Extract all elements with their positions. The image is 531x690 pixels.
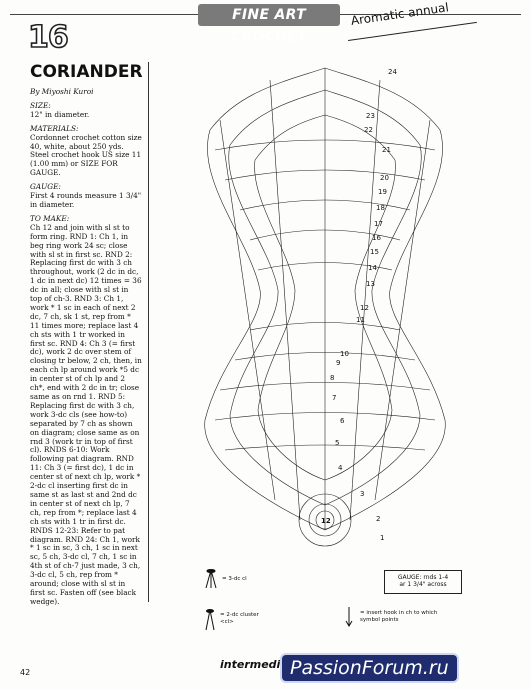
gauge-heading: GAUGE: <box>30 182 61 192</box>
tomake-heading: TO MAKE: <box>30 213 70 223</box>
round-label: 20 <box>380 174 389 182</box>
round-label: 12 <box>360 304 369 312</box>
three-dc-cluster-icon <box>203 568 219 590</box>
size-heading: SIZE: <box>30 100 51 110</box>
round-label: 8 <box>330 374 335 382</box>
gauge-section <box>30 183 142 210</box>
materials-section <box>30 125 142 178</box>
round-label: 23 <box>366 112 375 120</box>
round-label: 3 <box>360 490 365 498</box>
watermark-logo: PassionForum.ru <box>282 655 457 681</box>
center-label: 12 <box>321 517 331 525</box>
skill-level: intermedi <box>220 658 281 671</box>
insert-hook-icon <box>344 605 354 629</box>
legend-3dc: = 3-dc cl <box>222 576 247 582</box>
round-label: 17 <box>374 220 383 228</box>
round-label: 22 <box>364 126 373 134</box>
round-label: 19 <box>378 188 387 196</box>
size-text: 12" in diameter. <box>30 109 90 119</box>
footer-page-number: 42 <box>20 668 31 677</box>
magazine-banner: FINE ART CROCHET <box>198 4 340 26</box>
round-label: 7 <box>332 394 337 402</box>
two-dc-cluster-icon <box>203 608 217 632</box>
materials-text: Cordonnet crochet cotton size 40, white, about 250 yds. Steel crochet hook US size 11 (1.00 mm) or SIZE FOR GAUGE. <box>30 132 142 178</box>
round-label: 14 <box>368 264 377 272</box>
gauge-text: First 4 rounds measure 1 3/4" in diameter. <box>30 191 142 209</box>
round-label: 4 <box>338 464 343 472</box>
round-label: 10 <box>340 350 349 358</box>
round-label: 1 <box>380 534 385 542</box>
round-label: 21 <box>382 146 391 154</box>
section-subtitle: Aromatic annual <box>350 0 450 28</box>
legend-2dc: = 2-dc cluster <cl> <box>220 612 259 625</box>
round-label: 9 <box>336 359 341 367</box>
materials-heading: MATERIALS: <box>30 123 79 133</box>
column-divider <box>148 62 149 602</box>
tomake-text: Ch 12 and join with sl st to form ring. RND 1: Ch 1, in beg ring work 24 sc; close with sl st in first sc. RND 2: Replacing first dc with 3 ch throughout, work (2 dc in dc, 1 dc in next dc) 12 times = 36 dc in all; close with sl st in top of ch-3. RND 3: Ch 1, work * 1 sc in each of next 2 dc, 7 ch, sk 1 st, rep from * 11 times more; replace last 4 ch sts with 1 tr worked in first sc. RND 4: Ch 3 (= first dc), work 2 dc over stem of closing tr below, 2 ch, then, in each ch lp around work *5 dc in center st of ch lp and 2 ch*, end with 2 dc in tr; close same as on rnd 1. RND 5: Replacing first dc with 3 ch, work 3-dc cls (see how-to) separated by 7 ch as shown on diagram; close same as on rnd 3 (work tr in top of first cl). RNDS 6-10: Work following pat diagram. RND 11: Ch 3 (= first dc), 1 dc in center st of next ch lp, work * 2-dc cl inserting first dc in same st as last st and 2nd dc in center st of next ch lp, 7 ch, rep from *; replace last 4 ch sts with 1 tr in first dc. RNDS 12-23: Refer to pat diagram. RND 24: Ch 1, work * 1 sc in sc, 3 ch, 1 sc in next sc, 5 ch, 3-dc cl, 7 ch, 1 sc in 4th st of ch-7 just made, 3 ch, 3-dc cl, 5 ch, rep from * around; close with sl st in first sc. Fasten off (see black wedge). <box>30 222 142 606</box>
round-label: 18 <box>376 204 385 212</box>
round-label: 11 <box>356 316 365 324</box>
round-label: 6 <box>340 417 345 425</box>
legend-insert: = insert hook in ch to which symbol points <box>360 610 438 623</box>
round-label: 13 <box>366 280 375 288</box>
size-section <box>30 102 142 120</box>
gauge-line-1: GAUGE: rnds 1-4 <box>397 574 449 581</box>
author-line: By Miyoshi Kuroi <box>30 87 94 96</box>
pattern-number: 16 <box>28 20 68 55</box>
tomake-section <box>30 215 142 607</box>
gauge-line-2: ar 1 3/4" across <box>399 581 447 588</box>
pattern-title: CORIANDER <box>30 62 143 82</box>
round-label: 2 <box>376 515 381 523</box>
round-label: 5 <box>335 439 340 447</box>
round-label: 16 <box>372 234 381 242</box>
crochet-diagram <box>180 60 470 560</box>
round-label: 24 <box>388 68 397 76</box>
round-label: 15 <box>370 248 379 256</box>
gauge-box <box>384 570 462 594</box>
instructions-column <box>30 88 142 612</box>
